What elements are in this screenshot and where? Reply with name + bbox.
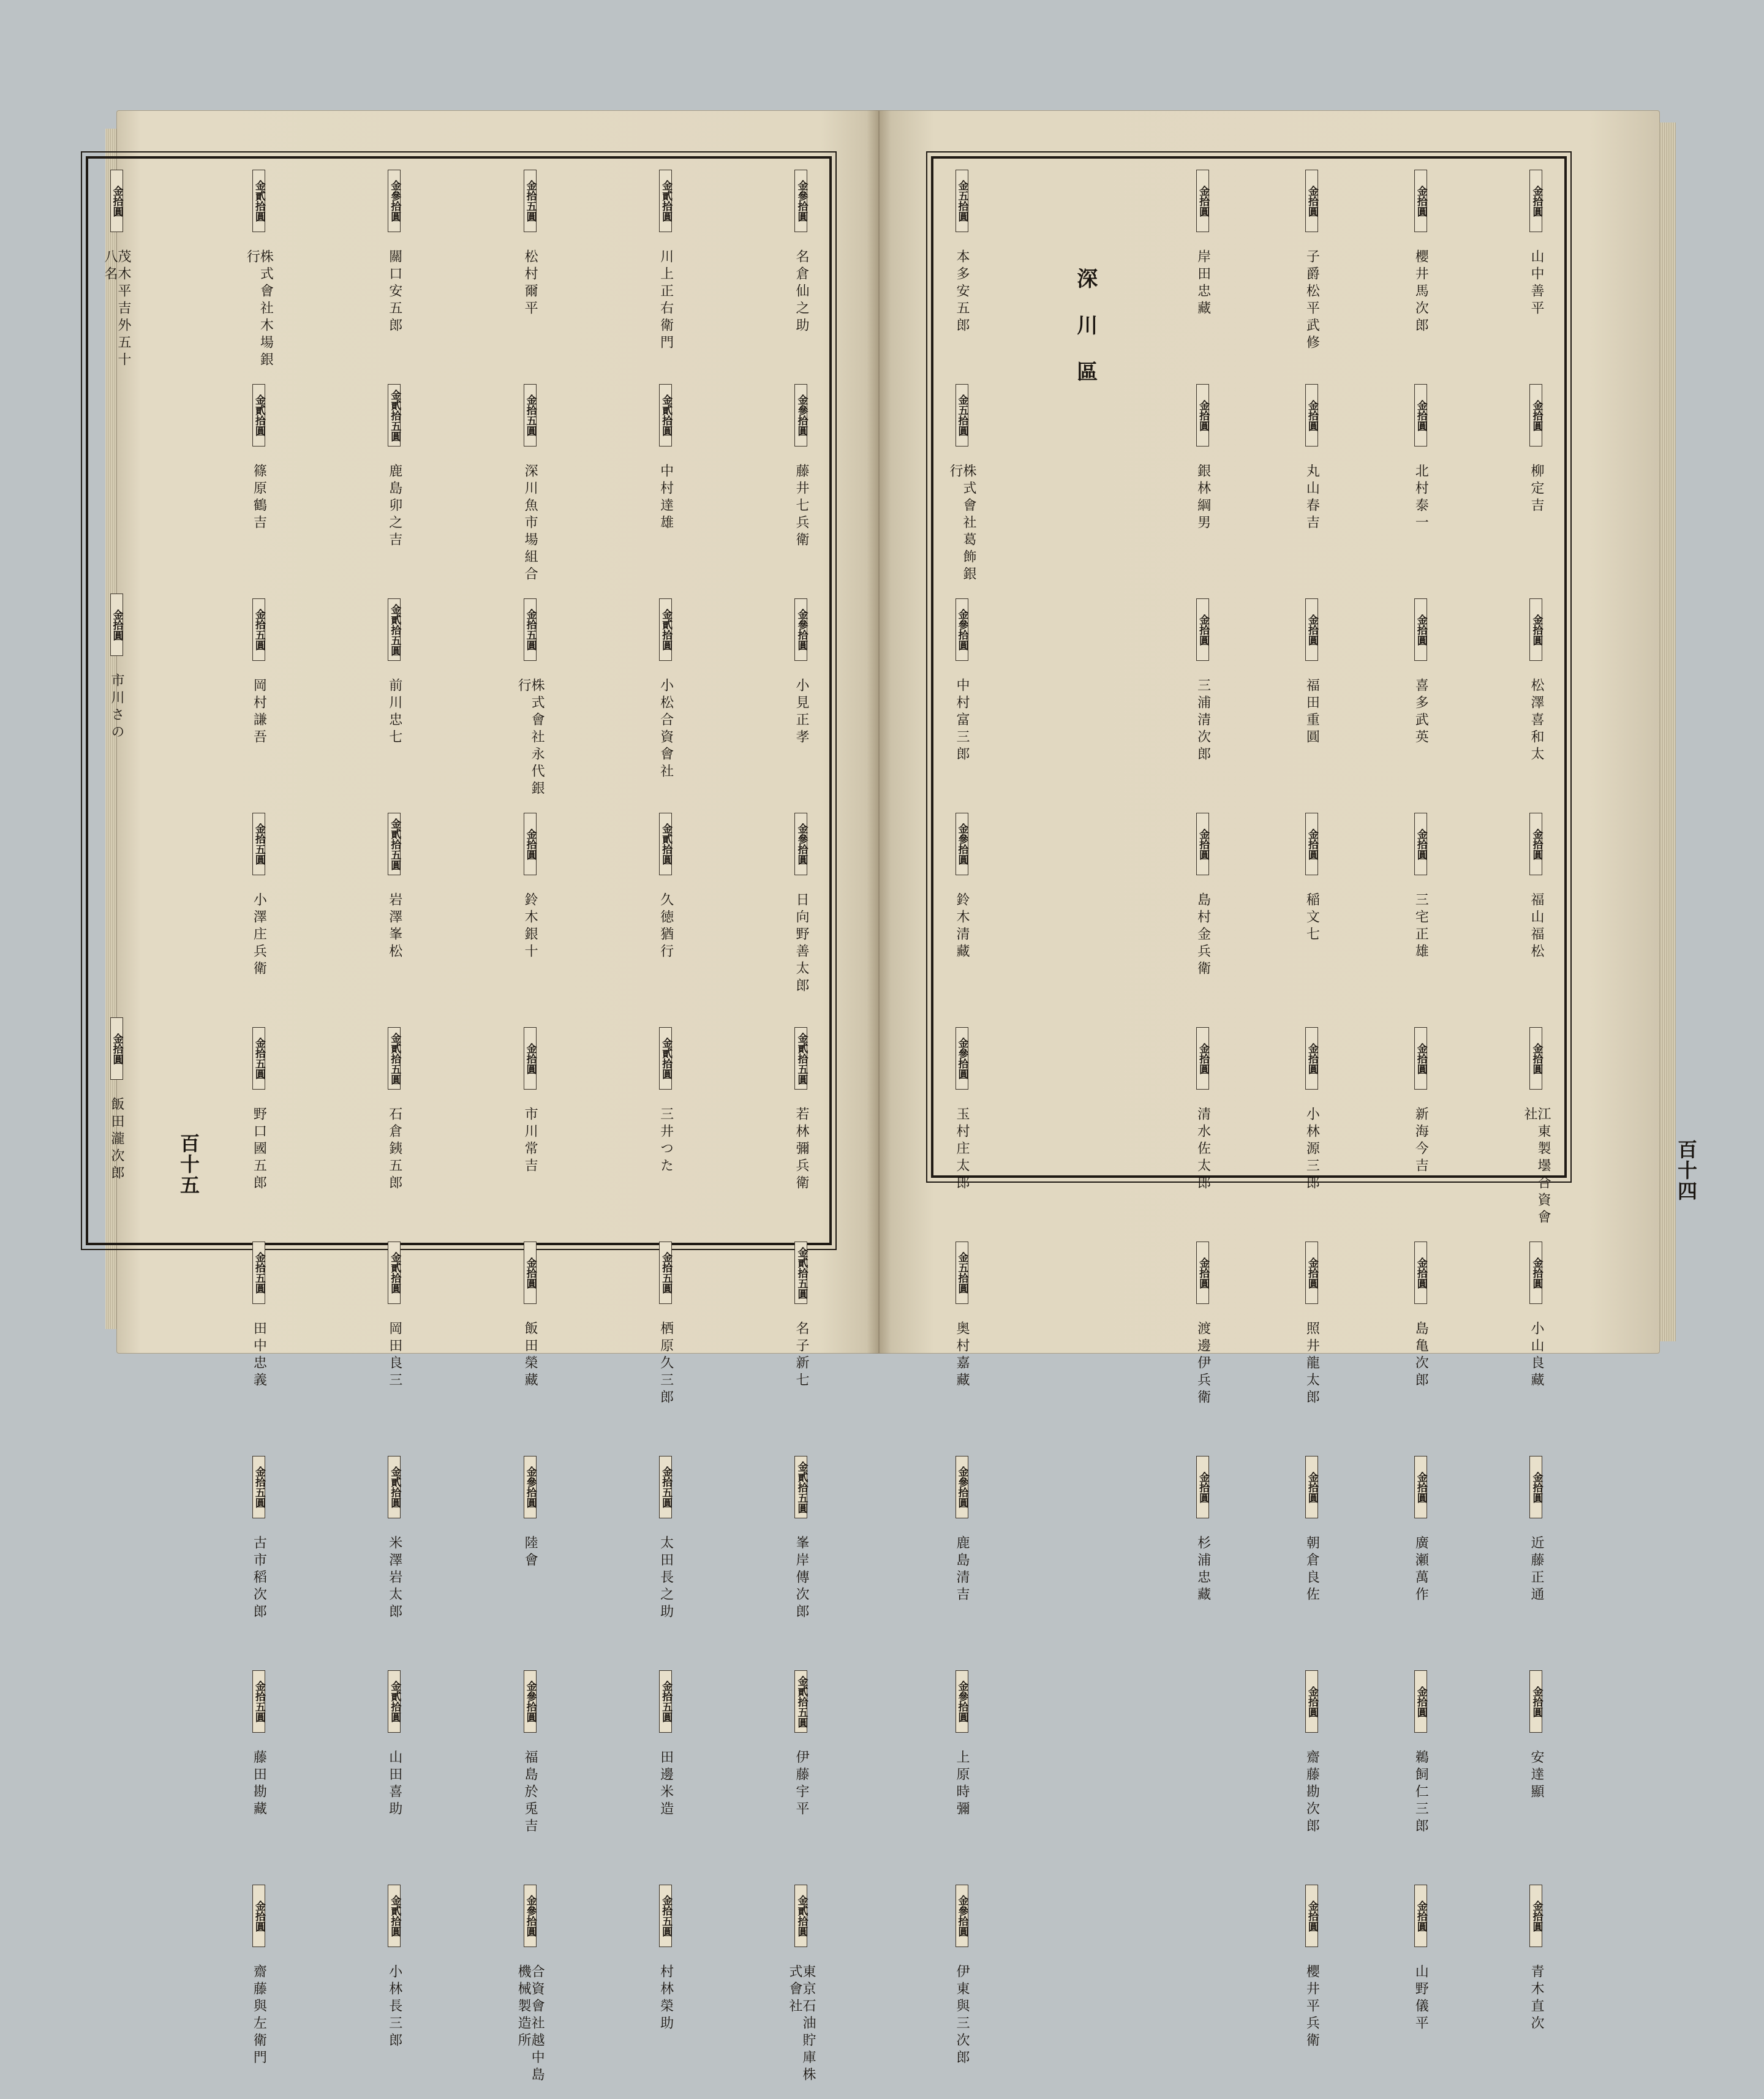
donor-entry xyxy=(1414,598,1427,813)
donor-entry xyxy=(523,170,537,384)
donor-entry xyxy=(955,1027,968,1242)
donor-entry xyxy=(388,170,401,384)
donor-name: 松澤喜和太 xyxy=(1528,678,1544,764)
donation-amount: 金參拾圓 xyxy=(956,1456,968,1518)
donation-amount: 金拾圓 xyxy=(110,1017,123,1080)
right-page-number: 百十四 xyxy=(1675,1139,1698,1202)
donor-entry xyxy=(788,1885,815,2099)
donor-column xyxy=(103,170,130,1232)
donor-entry xyxy=(388,1242,401,1456)
donor-name: 鹿島卯之吉 xyxy=(386,464,402,549)
donor-entry xyxy=(1305,598,1318,813)
donation-amount: 金參拾圓 xyxy=(524,1885,537,1947)
donation-amount: 金參拾圓 xyxy=(794,384,807,447)
donation-amount: 金貳拾五圓 xyxy=(388,598,401,661)
donor-entry xyxy=(388,1456,401,1670)
donation-amount: 金貳拾圓 xyxy=(388,1242,401,1304)
donor-name: 古市稻次郎 xyxy=(251,1536,267,1621)
donation-amount: 金拾圓 xyxy=(1196,813,1209,875)
donation-amount: 金拾五圓 xyxy=(659,1242,672,1304)
donation-amount: 金貳拾圓 xyxy=(388,1885,401,1947)
donor-entry xyxy=(1196,813,1210,1027)
donor-name: 株式會社木場銀行 xyxy=(244,249,274,369)
donor-name: 照井龍太郎 xyxy=(1304,1321,1320,1407)
donation-amount: 金拾五圓 xyxy=(524,598,537,661)
donor-entry xyxy=(388,1027,401,1242)
donation-amount: 金拾圓 xyxy=(1529,598,1542,661)
donor-entry xyxy=(523,384,537,598)
donation-amount: 金拾圓 xyxy=(1196,1027,1209,1090)
donor-entry xyxy=(794,1456,808,1670)
donor-name: 福山福松 xyxy=(1528,892,1544,961)
donor-name: 東京石油貯庫株式會社 xyxy=(786,1964,816,2084)
donor-name: 奥村嘉藏 xyxy=(954,1321,970,1390)
donor-name: 中村富三郎 xyxy=(954,678,970,764)
donor-entry xyxy=(388,1670,401,1885)
donor-entry xyxy=(252,1670,265,1885)
donor-name: 丸山春吉 xyxy=(1304,464,1320,532)
donor-entry xyxy=(955,813,968,1027)
donor-entry xyxy=(659,170,673,384)
donor-name: 小林長三郎 xyxy=(386,1964,402,2050)
donor-entry xyxy=(245,170,272,384)
donor-entry xyxy=(1529,1456,1543,1670)
donor-entry xyxy=(794,1027,808,1242)
donor-entry xyxy=(659,598,673,813)
book-spine xyxy=(867,110,891,1354)
donation-amount: 金拾圓 xyxy=(524,1242,537,1304)
donation-amount: 金拾圓 xyxy=(1196,1242,1209,1304)
donation-amount: 金拾五圓 xyxy=(252,1670,265,1733)
donor-name: 株式會社葛飾銀行 xyxy=(948,464,976,584)
donor-entry xyxy=(1305,1885,1318,2099)
donor-name: 山野儀平 xyxy=(1413,1964,1429,2033)
donor-name: 米澤岩太郎 xyxy=(386,1536,402,1621)
donor-name: 飯田榮藏 xyxy=(522,1321,538,1390)
donor-name: 鵜飼仁三郎 xyxy=(1413,1750,1429,1836)
donor-entry xyxy=(1529,384,1543,598)
donor-entry xyxy=(1529,598,1543,813)
donor-name: 安達顯 xyxy=(1528,1750,1544,1801)
donor-name: 三井つた xyxy=(658,1107,674,1175)
donor-name: 飯田瀧次郎 xyxy=(109,1097,124,1183)
donor-column xyxy=(786,170,816,2084)
donation-amount: 金參拾圓 xyxy=(794,813,807,875)
donor-name: 市川常吉 xyxy=(522,1107,538,1175)
donor-entry xyxy=(523,1027,537,1242)
donor-entry xyxy=(1414,1456,1427,1670)
donation-amount: 金拾五圓 xyxy=(659,1456,672,1518)
donor-entry xyxy=(659,1027,673,1242)
donor-entry xyxy=(659,1242,673,1456)
donation-amount: 金拾五圓 xyxy=(252,813,265,875)
donor-name: 銀林綱男 xyxy=(1195,464,1211,532)
donor-column xyxy=(948,170,976,2067)
donor-entry xyxy=(252,384,265,598)
donation-amount: 金拾圓 xyxy=(1414,813,1427,875)
donor-column xyxy=(1195,170,1211,1604)
donation-amount: 金拾圓 xyxy=(1305,1242,1318,1304)
donation-amount: 金拾圓 xyxy=(1414,1027,1427,1090)
donation-amount: 金拾圓 xyxy=(1529,1456,1542,1518)
donor-entry xyxy=(1529,1885,1543,2099)
donation-amount: 金參拾圓 xyxy=(956,813,968,875)
donor-name: 栖原久三郎 xyxy=(658,1321,674,1407)
donor-name: 合資會社越中島機械製造所 xyxy=(516,1964,545,2084)
donor-name: 川上正右衛門 xyxy=(658,249,674,352)
donor-entry xyxy=(794,813,808,1027)
donor-entry xyxy=(948,384,975,598)
donor-entry xyxy=(110,1017,123,1232)
donor-column xyxy=(1304,170,1320,2050)
donor-entry xyxy=(659,1670,673,1885)
donation-amount: 金參拾圓 xyxy=(794,598,807,661)
donor-entry xyxy=(659,813,673,1027)
donation-amount: 金參拾圓 xyxy=(956,1670,968,1733)
donation-amount: 金貳拾五圓 xyxy=(794,1670,807,1733)
donor-name: 陸會 xyxy=(522,1536,538,1570)
donor-name: 渡邊伊兵衛 xyxy=(1195,1321,1211,1407)
district-heading: 深川區 xyxy=(1072,268,1098,407)
donor-entry xyxy=(1414,384,1427,598)
donor-entry xyxy=(1529,813,1543,1027)
donor-entry xyxy=(1196,1456,1210,1670)
donation-amount: 金拾五圓 xyxy=(524,170,537,232)
donation-amount: 金拾圓 xyxy=(1305,813,1318,875)
donor-name: 鈴木銀十 xyxy=(522,892,538,961)
donor-name: 子爵松平武修 xyxy=(1304,249,1320,352)
donor-name: 岡村謙吾 xyxy=(251,678,267,747)
donor-entry xyxy=(659,1885,673,2099)
donor-name: 櫻井馬次郎 xyxy=(1413,249,1429,335)
donor-entry xyxy=(252,1027,265,1242)
donor-name: 櫻井平兵衛 xyxy=(1304,1964,1320,2050)
donor-entry xyxy=(1414,1027,1427,1242)
donor-entry xyxy=(659,1456,673,1670)
donor-name: 朝倉良佐 xyxy=(1304,1536,1320,1604)
donor-name: 深川魚市場組合 xyxy=(522,464,538,584)
donor-entry xyxy=(1414,1670,1427,1885)
donor-entry xyxy=(1414,1242,1427,1456)
donation-amount: 金貳拾圓 xyxy=(252,170,265,232)
donor-name: 岡田良三 xyxy=(386,1321,402,1390)
donation-amount: 金參拾圓 xyxy=(794,170,807,232)
donor-name: 小見正孝 xyxy=(793,678,809,747)
donation-amount: 金拾圓 xyxy=(1529,1027,1542,1090)
donation-amount: 金拾五圓 xyxy=(524,384,537,447)
donor-entry xyxy=(388,598,401,813)
donation-amount: 金貳拾圓 xyxy=(659,170,672,232)
donor-entry xyxy=(1414,813,1427,1027)
donor-name: 清水佐太郎 xyxy=(1195,1107,1211,1193)
donor-entry xyxy=(955,1670,968,1885)
donor-name: 江東製壜合資會社 xyxy=(1521,1107,1551,1227)
donation-amount: 金貳拾圓 xyxy=(388,1456,401,1518)
donor-entry xyxy=(523,1242,537,1456)
donor-entry xyxy=(252,1456,265,1670)
left-page-number: 百十五 xyxy=(177,1133,200,1196)
donor-entry xyxy=(1305,384,1318,598)
donor-entry xyxy=(1523,1027,1550,1242)
donor-name: 關口安五郎 xyxy=(386,249,402,335)
donor-name: 齋藤勘次郎 xyxy=(1304,1750,1320,1836)
donation-amount: 金拾圓 xyxy=(1529,1670,1542,1733)
donation-amount: 金貳拾圓 xyxy=(252,384,265,447)
donor-name: 鈴木清藏 xyxy=(954,892,970,961)
donation-amount: 金貳拾圓 xyxy=(659,598,672,661)
donor-entry xyxy=(523,1456,537,1670)
donation-amount: 金拾圓 xyxy=(1414,1670,1427,1733)
donor-entry xyxy=(955,1242,968,1456)
donation-amount: 金貳拾五圓 xyxy=(794,1456,807,1518)
donor-entry xyxy=(955,1456,968,1670)
donor-name: 新海今吉 xyxy=(1413,1107,1429,1175)
donation-amount: 金貳拾圓 xyxy=(659,813,672,875)
donor-entry xyxy=(516,598,543,813)
donor-entry xyxy=(659,384,673,598)
donation-amount: 金拾圓 xyxy=(1196,598,1209,661)
donor-name: 小林源三郎 xyxy=(1304,1107,1320,1193)
donor-name: 名倉仙之助 xyxy=(793,249,809,335)
donation-amount: 金拾圓 xyxy=(1414,1242,1427,1304)
donation-amount: 金拾圓 xyxy=(1529,384,1542,447)
donor-entry xyxy=(1305,813,1318,1027)
donation-amount: 金拾五圓 xyxy=(252,1027,265,1090)
donor-name: 石倉銕五郎 xyxy=(386,1107,402,1193)
donation-amount: 金貳拾五圓 xyxy=(388,384,401,447)
donor-name: 山田喜助 xyxy=(386,1750,402,1818)
donor-entry xyxy=(955,1885,968,2099)
donor-name: 本多安五郎 xyxy=(954,249,970,335)
donor-entry xyxy=(1529,170,1543,384)
donor-name: 小山良藏 xyxy=(1528,1321,1544,1390)
donor-name: 三浦清次郎 xyxy=(1195,678,1211,764)
donor-name: 小澤庄兵衛 xyxy=(251,892,267,978)
donation-amount: 金參拾圓 xyxy=(388,170,401,232)
donor-name: 青木直次 xyxy=(1528,1964,1544,2033)
donor-entry xyxy=(523,1670,537,1885)
donation-amount: 金參拾圓 xyxy=(956,1885,968,1947)
donor-name: 福島於兎吉 xyxy=(522,1750,538,1836)
donor-entry xyxy=(252,813,265,1027)
donor-entry xyxy=(1529,1670,1543,1885)
donation-amount: 金拾圓 xyxy=(1305,1670,1318,1733)
donation-amount: 金五拾圓 xyxy=(956,1242,968,1304)
donation-amount: 金貳拾五圓 xyxy=(388,813,401,875)
donation-amount: 金參拾圓 xyxy=(524,1670,537,1733)
donation-amount: 金拾圓 xyxy=(1196,384,1209,447)
donor-entry xyxy=(523,813,537,1027)
donor-entry xyxy=(794,384,808,598)
right-page-frame xyxy=(931,156,1567,2067)
donor-entry xyxy=(516,1885,543,2099)
donor-name: 野口國五郎 xyxy=(251,1107,267,1193)
donation-amount: 金拾圓 xyxy=(1414,170,1427,232)
donation-amount: 金拾圓 xyxy=(1305,384,1318,447)
donation-amount: 金拾圓 xyxy=(1305,170,1318,232)
donation-amount: 金貳拾圓 xyxy=(794,1885,807,1947)
donor-entry xyxy=(252,1242,265,1456)
donation-amount: 金貳拾圓 xyxy=(659,384,672,447)
left-page-frame xyxy=(86,156,832,2084)
donor-name: 玉村庄太郎 xyxy=(954,1107,970,1193)
donor-column xyxy=(1413,170,1429,2033)
donation-amount: 金拾圓 xyxy=(1305,1027,1318,1090)
donation-amount: 金拾五圓 xyxy=(252,1456,265,1518)
donor-column xyxy=(516,170,545,2084)
donation-amount: 金拾圓 xyxy=(1414,1456,1427,1518)
donor-entry xyxy=(1305,1456,1318,1670)
donor-entry xyxy=(794,1670,808,1885)
donor-name: 福田重圓 xyxy=(1304,678,1320,747)
donor-name: 峯岸傳次郎 xyxy=(793,1536,809,1621)
donation-amount: 金拾圓 xyxy=(524,1027,537,1090)
donor-entry xyxy=(1529,1242,1543,1456)
donation-amount: 金拾五圓 xyxy=(659,1885,672,1947)
donor-column xyxy=(658,170,674,2033)
donation-amount: 金拾五圓 xyxy=(659,1670,672,1733)
donation-amount: 金貳拾圓 xyxy=(388,1670,401,1733)
donor-entry xyxy=(1414,170,1427,384)
donor-column xyxy=(244,170,274,2067)
donation-amount: 金貳拾五圓 xyxy=(388,1027,401,1090)
donation-amount: 金貳拾五圓 xyxy=(794,1242,807,1304)
donor-entry xyxy=(1305,170,1318,384)
donor-name: 稲文七 xyxy=(1304,892,1320,944)
donor-name: 藤井七兵衛 xyxy=(793,464,809,549)
donor-entry xyxy=(1196,170,1210,384)
donation-amount: 金拾圓 xyxy=(1529,1885,1542,1947)
donor-entry xyxy=(955,598,968,813)
donor-name: 上原時彌 xyxy=(954,1750,970,1818)
donor-entry xyxy=(1305,1027,1318,1242)
donor-entry xyxy=(1196,384,1210,598)
donation-amount: 金拾圓 xyxy=(1196,1456,1209,1518)
donation-amount: 金拾五圓 xyxy=(252,598,265,661)
donor-entry xyxy=(1414,1885,1427,2099)
donor-name: 三宅正雄 xyxy=(1413,892,1429,961)
donor-name: 島村金兵衛 xyxy=(1195,892,1211,978)
donation-amount: 金拾圓 xyxy=(1196,170,1209,232)
donor-entry xyxy=(1196,1242,1210,1456)
donation-amount: 金拾圓 xyxy=(110,594,123,656)
donation-amount: 金拾圓 xyxy=(1305,1456,1318,1518)
donation-amount: 金貳拾圓 xyxy=(659,1027,672,1090)
donor-name: 喜多武英 xyxy=(1413,678,1429,747)
right-donor-list xyxy=(933,159,1564,2067)
donor-name: 太田長之助 xyxy=(658,1536,674,1621)
donor-name: 小松合資會社 xyxy=(658,678,674,781)
donation-amount: 金五拾圓 xyxy=(956,384,968,447)
donor-entry xyxy=(794,1242,808,1456)
donation-amount: 金拾圓 xyxy=(1414,598,1427,661)
donor-name: 杉浦忠藏 xyxy=(1195,1536,1211,1604)
donor-name: 村林榮助 xyxy=(658,1964,674,2033)
donor-name: 岸田忠藏 xyxy=(1195,249,1211,318)
donor-name: 岩澤峯松 xyxy=(386,892,402,961)
donor-name: 日向野善太郎 xyxy=(793,892,809,995)
donor-entry xyxy=(794,170,808,384)
donor-name: 名子新七 xyxy=(793,1321,809,1390)
donor-name: 茂木平吉外五十八名 xyxy=(102,249,131,369)
donor-name: 中村達雄 xyxy=(658,464,674,532)
donation-amount: 金拾五圓 xyxy=(252,1242,265,1304)
donor-name: 山中善平 xyxy=(1528,249,1544,318)
donation-amount: 金拾圓 xyxy=(1305,598,1318,661)
donor-entry xyxy=(794,598,808,813)
donor-name: 伊東與三次郎 xyxy=(954,1964,970,2067)
donation-amount: 金五拾圓 xyxy=(956,170,968,232)
donor-name: 伊藤宇平 xyxy=(793,1750,809,1818)
donation-amount: 金拾圓 xyxy=(110,170,123,232)
donation-amount: 金拾圓 xyxy=(1414,384,1427,447)
donor-name: 久徳猶行 xyxy=(658,892,674,961)
donation-amount: 金貳拾五圓 xyxy=(794,1027,807,1090)
donor-name: 近藤正通 xyxy=(1528,1536,1544,1604)
donor-name: 前川忠七 xyxy=(386,678,402,747)
donor-entry xyxy=(388,813,401,1027)
donor-entry xyxy=(103,170,130,384)
donor-name: 若林彌兵衛 xyxy=(793,1107,809,1193)
donor-name: 田中忠義 xyxy=(251,1321,267,1390)
donor-entry xyxy=(1196,1027,1210,1242)
donor-name: 株式會社永代銀行 xyxy=(516,678,545,798)
donor-entry xyxy=(388,1885,401,2099)
donation-amount: 金拾圓 xyxy=(1529,1242,1542,1304)
donation-amount: 金拾圓 xyxy=(524,813,537,875)
donor-name: 島亀次郎 xyxy=(1413,1321,1429,1390)
donation-amount: 金參拾圓 xyxy=(956,1027,968,1090)
donation-amount: 金拾圓 xyxy=(1305,1885,1318,1947)
donor-name: 齋藤與左衛門 xyxy=(251,1964,267,2067)
donor-entry xyxy=(110,594,123,808)
donor-name: 北村泰一 xyxy=(1413,464,1429,532)
donor-name: 藤田勘藏 xyxy=(251,1750,267,1818)
donor-entry xyxy=(955,170,968,384)
donor-name: 柳定吉 xyxy=(1528,464,1544,515)
donor-column xyxy=(386,170,402,2050)
donation-amount: 金參拾圓 xyxy=(956,598,968,661)
donation-amount: 金拾圓 xyxy=(252,1885,265,1947)
donor-name: 市川さの xyxy=(109,673,124,742)
donation-amount: 金拾圓 xyxy=(1529,170,1542,232)
donor-name: 廣瀬萬作 xyxy=(1413,1536,1429,1604)
donor-entry xyxy=(1305,1670,1318,1885)
donor-entry xyxy=(1196,598,1210,813)
donation-amount: 金拾圓 xyxy=(1529,813,1542,875)
donor-name: 田邊米造 xyxy=(658,1750,674,1818)
left-donor-list xyxy=(88,159,829,2084)
donor-name: 鹿島清吉 xyxy=(954,1536,970,1604)
donor-entry xyxy=(252,1885,265,2099)
donor-entry xyxy=(1305,1242,1318,1456)
donor-name: 篠原鶴吉 xyxy=(251,464,267,532)
donation-amount: 金拾圓 xyxy=(1414,1885,1427,1947)
donor-entry xyxy=(252,598,265,813)
donor-name: 松村爾平 xyxy=(522,249,538,318)
donor-entry xyxy=(388,384,401,598)
donation-amount: 金參拾圓 xyxy=(524,1456,537,1518)
donor-column xyxy=(1521,170,1551,2033)
